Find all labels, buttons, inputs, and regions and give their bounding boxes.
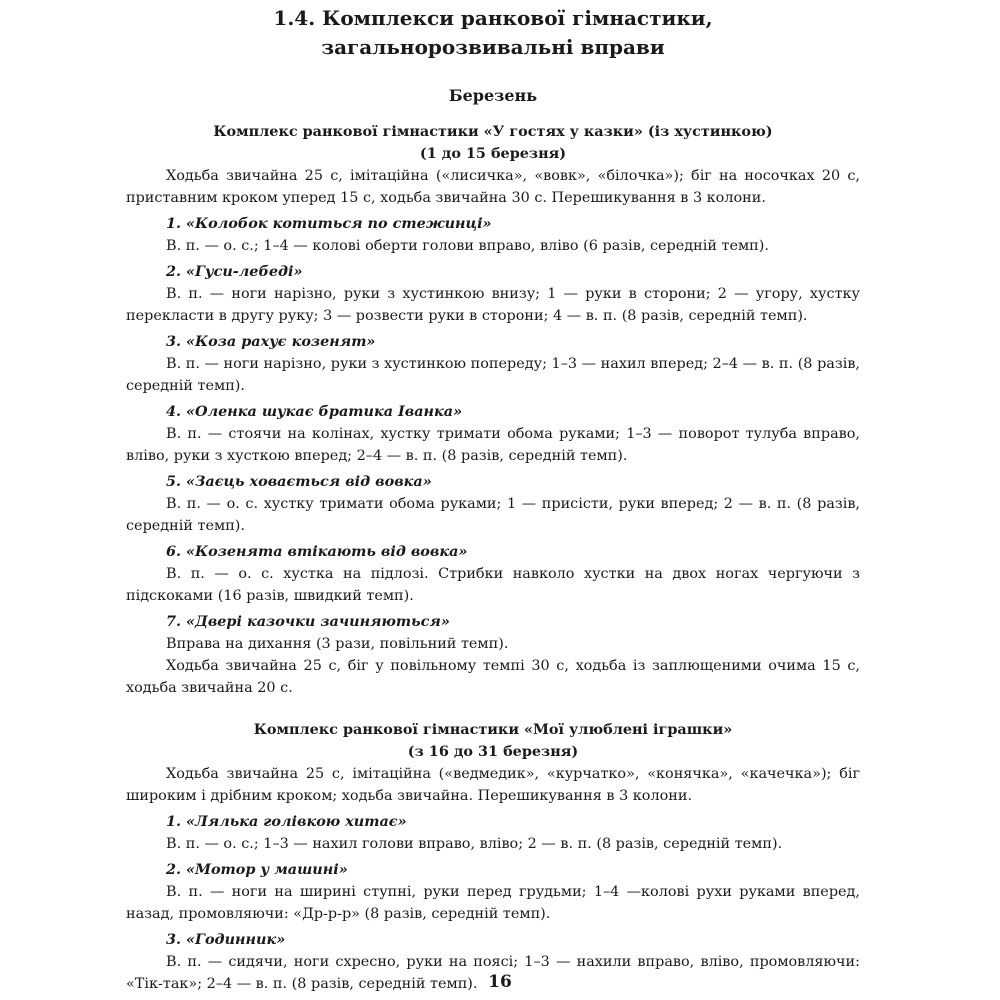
- exercise-description: В. п. — сидячи, ноги схресно, руки на поясі; 1–3 — нахили вправо, вліво, промовляючи: «Тік-так»; 2–4 — в. п. (8 разів, середній темп).: [126, 954, 860, 992]
- exercise-description: В. п. — о. с. хустка на підлозі. Стрибки навколо хустки на двох ногах чергуючи з підскоками (16 разів, швидкий темп).: [126, 566, 860, 604]
- exercise: [126, 261, 860, 327]
- exercise: [126, 213, 860, 257]
- exercise: [126, 541, 860, 607]
- exercise-title: 1. «Колобок котиться по стежинці»: [166, 215, 492, 232]
- exercise-title: 7. «Двері казочки зачиняються»: [166, 613, 450, 630]
- complex-dates: (з 16 до 31 березня): [407, 743, 579, 760]
- exercise-description: Вправа на дихання (3 рази, повільний темп).: [166, 636, 509, 652]
- exercise-description: В. п. — ноги нарізно, руки з хустинкою попереду; 1–3 — нахил вперед; 2–4 — в. п. (8 разів, середній темп).: [126, 356, 860, 394]
- exercise: [126, 611, 860, 655]
- exercise-title: 4. «Оленка шукає братика Іванка»: [166, 403, 463, 420]
- complex-title: [126, 719, 860, 763]
- chapter-title-line-2: загальнорозвивальні вправи: [321, 35, 665, 59]
- exercise-title: 5. «Заєць ховається від вовка»: [166, 473, 432, 490]
- exercise: [126, 331, 860, 397]
- complex-section: [126, 121, 860, 699]
- exercise-description: В. п. — ноги нарізно, руки з хустинкою внизу; 1 — руки в сторони; 2 — угору, хустку перекласти в другу руку; 3 — розвести руки в сторони; 4 — в. п. (8 разів, середній темп).: [126, 286, 860, 324]
- exercise-title: 6. «Козенята втікають від вовка»: [166, 543, 468, 560]
- exercise-description: В. п. — стоячи на колінах, хустку тримати обома руками; 1–3 — поворот тулуба вправо, вліво, руки з хусткою вперед; 2–4 — в. п. (8 разів, середній темп).: [126, 426, 860, 464]
- exercise-title: 2. «Мотор у машині»: [166, 861, 348, 878]
- chapter-title: [126, 0, 860, 62]
- complex-outro: Ходьба звичайна 25 с, біг у повільному темпі 30 с, ходьба із заплющеними очима 15 с, ходьба звичайна 20 с.: [126, 658, 860, 696]
- exercise-description: В. п. — о. с. хустку тримати обома руками; 1 — присісти, руки вперед; 2 — в. п. (8 разів, середній темп).: [126, 496, 860, 534]
- exercise-title: 3. «Коза рахує козенят»: [166, 333, 376, 350]
- complex-section: [126, 719, 860, 995]
- complex-name: Комплекс ранкової гімнастики «У гостях у казки» (із хустинкою): [213, 123, 773, 140]
- exercise: [126, 811, 860, 855]
- complex-title: [126, 121, 860, 165]
- exercise-description: В. п. — о. с.; 1–4 — колові оберти голови вправо, вліво (6 разів, середній темп).: [166, 238, 769, 254]
- section-gap: [126, 699, 860, 719]
- page-content: [126, 0, 860, 995]
- exercise: [126, 471, 860, 537]
- complex-intro: Ходьба звичайна 25 с, імітаційна («ведмедик», «курчатко», «конячка», «качечка»); біг широким і дрібним кроком; ходьба звичайна. Перешикування в 3 колони.: [126, 766, 860, 804]
- exercise-title: 3. «Годинник»: [166, 931, 286, 948]
- chapter-title-line-1: 1.4. Комплекси ранкової гімнастики,: [273, 6, 713, 30]
- complex-intro: Ходьба звичайна 25 с, імітаційна («лисичка», «вовк», «білочка»); біг на носочках 20 с, приставним кроком уперед 15 с, ходьба звичайна 30 с. Перешикування в 3 колони.: [126, 168, 860, 206]
- exercise: [126, 859, 860, 925]
- exercise: [126, 401, 860, 467]
- exercise-description: В. п. — ноги на ширині ступні, руки перед грудьми; 1–4 —колові рухи руками вперед, назад, промовляючи: «Др-р-р» (8 разів, середній темп).: [126, 884, 860, 922]
- exercise-title: 1. «Лялька голівкою хитає»: [166, 813, 407, 830]
- exercise-description: В. п. — о. с.; 1–3 — нахил голови вправо, вліво; 2 — в. п. (8 разів, середній темп).: [166, 836, 783, 852]
- page-number: 16: [488, 972, 512, 992]
- complex-name: Комплекс ранкової гімнастики «Мої улюблені іграшки»: [253, 721, 733, 738]
- exercise-title: 2. «Гуси-лебеді»: [166, 263, 303, 280]
- month-heading: Березень: [448, 86, 538, 105]
- complex-dates: (1 до 15 березня): [419, 145, 567, 162]
